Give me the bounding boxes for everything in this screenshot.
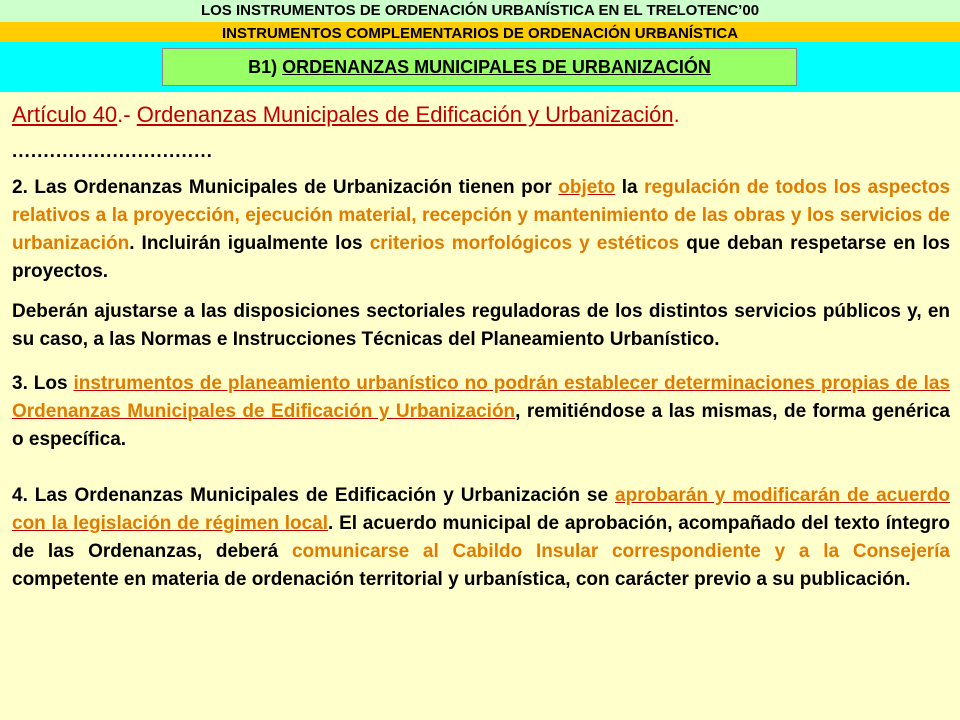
para4-text-3: competente en materia de ordenación territorial y urbanística, con carácter previo a su publicación.	[12, 569, 911, 590]
article-body	[12, 100, 950, 594]
article-heading	[12, 100, 950, 130]
section-banner	[0, 42, 960, 92]
paragraph-3	[12, 370, 950, 454]
para3-text-1: 3. Los	[12, 373, 74, 394]
top-banner	[0, 0, 960, 22]
section-title-box	[162, 48, 797, 86]
para2-criterios: criterios morfológicos y estéticos	[369, 233, 680, 254]
article-title-end: .	[673, 102, 680, 127]
para3-link: instrumentos de planeamiento urbanístico no podrán establecer determinaciones propias de las Ordenanzas Municipales de Edificación y Urbanización	[12, 373, 950, 422]
para3-text-2: , remitiéndose a las mismas, de forma genérica o específica.	[12, 401, 950, 450]
para2-objeto: objeto	[558, 177, 616, 198]
para2-text-3: . Incluirán igualmente los	[129, 233, 370, 254]
paragraph-4	[12, 482, 950, 594]
para2-regulacion: regulación de todos los aspectos relativos a la proyección, ejecución material, recepción y mantenimiento de las obras y los servicios de urbanización	[12, 177, 951, 254]
article-label: Artículo 40	[12, 102, 118, 127]
top-banner-title: LOS INSTRUMENTOS DE ORDENACIÓN URBANÍSTICA EN EL TRELOTENC’00	[200, 2, 760, 19]
para4-text-2: . El acuerdo municipal de aprobación, acompañado del texto íntegro de las Ordenanzas, deberá	[12, 513, 950, 562]
para2-text-4: que deban respetarse en los proyectos.	[12, 233, 951, 282]
mid-banner-title: INSTRUMENTOS COMPLEMENTARIOS DE ORDENACIÓN URBANÍSTICA	[221, 25, 739, 42]
article-separator: .-	[117, 102, 137, 127]
para2-text-1: 2. Las Ordenanzas Municipales de Urbanización tienen por	[12, 177, 559, 198]
article-title: Ordenanzas Municipales de Edificación y Urbanización	[136, 102, 674, 127]
mid-banner	[0, 22, 960, 42]
paragraph-2b: Deberán ajustarse a las disposiciones sectoriales reguladoras de los distintos servicios públicos y, en su caso, a las Normas e Instrucciones Técnicas del Planeamiento Urbanístico.	[12, 301, 950, 350]
para4-text-1: 4. Las Ordenanzas Municipales de Edificación y Urbanización se	[12, 485, 616, 506]
para4-orange: comunicarse al Cabildo Insular correspondiente y a la Consejería	[291, 541, 950, 562]
section-title: ORDENANZAS MUNICIPALES DE URBANIZACIÓN	[282, 57, 711, 77]
para2-text-2: la	[615, 177, 645, 198]
para4-link: aprobarán y modificarán de acuerdo con la legislación de régimen local	[12, 485, 950, 534]
paragraph-2	[12, 174, 950, 286]
section-prefix: B1)	[248, 57, 283, 77]
ellipsis-dots: ................................	[12, 141, 213, 162]
